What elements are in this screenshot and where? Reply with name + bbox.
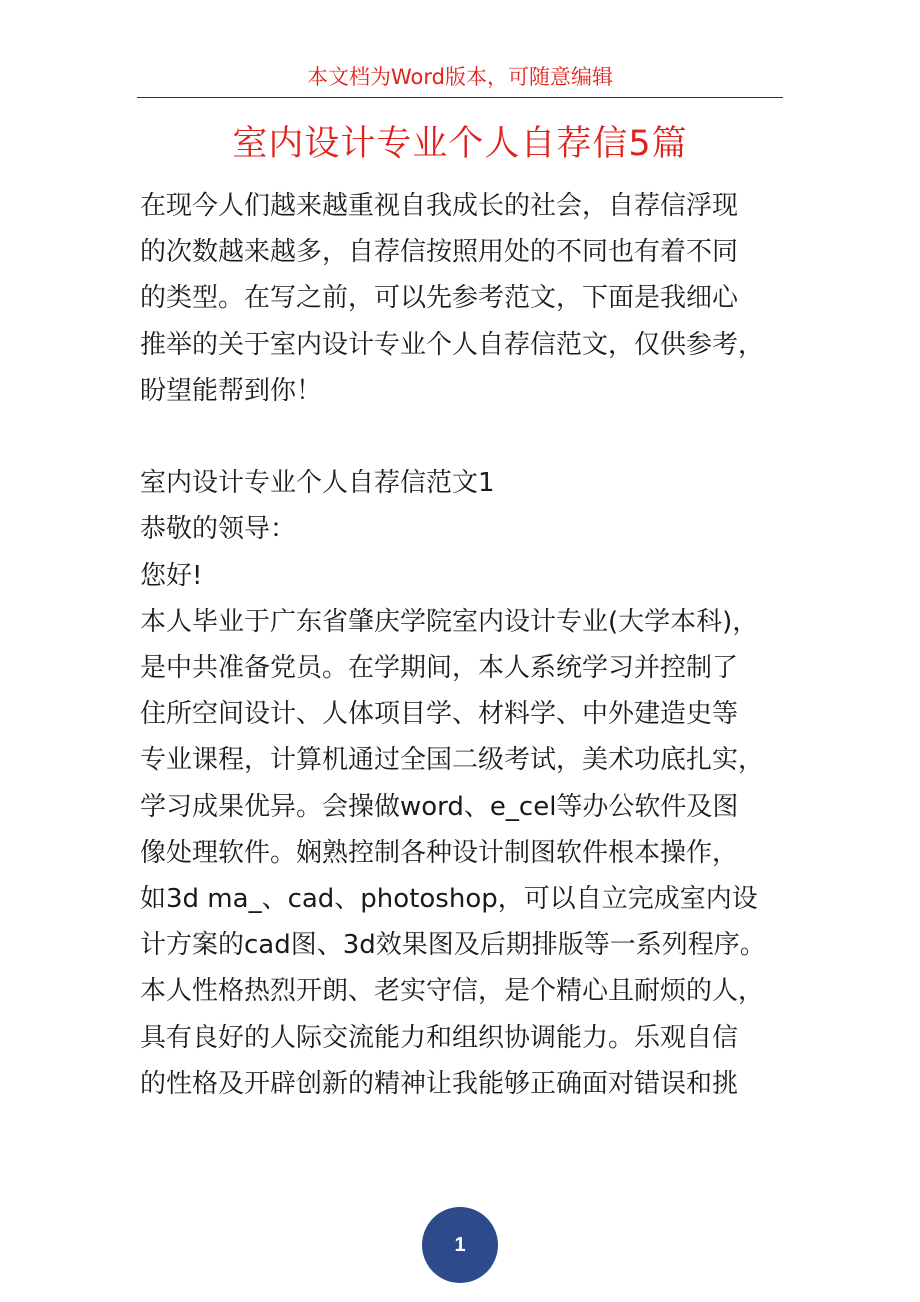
page-number-badge: 1 (422, 1207, 498, 1283)
document-title: 室内设计专业个人自荐信5篇 (232, 124, 688, 164)
document-body (140, 183, 785, 1107)
salutation: 恭敬的领导： (140, 514, 297, 545)
greeting: 您好! (140, 560, 203, 591)
paragraph-line: 如3d ma_、cad、photoshop，可以自立完成室内设 (140, 884, 758, 915)
intro-line: 盼望能帮到你！ (140, 375, 323, 406)
header-note: 本文档为Word版本，可随意编辑 (307, 65, 613, 89)
header-divider (137, 97, 783, 98)
paragraph-line: 是中共准备党员。在学期间，本人系统学习并控制了 (140, 653, 739, 684)
intro-line: 推举的关于室内设计专业个人自荐信范文，仅供参考， (140, 329, 765, 360)
paragraph-line: 住所空间设计、人体项目学、材料学、中外建造史等 (140, 699, 739, 730)
paragraph-line: 专业课程，计算机通过全国二级考试，美术功底扎实， (140, 745, 765, 776)
blank-line (140, 414, 785, 460)
paragraph-line: 计方案的cad图、3d效果图及后期排版等一系列程序。 (140, 930, 766, 961)
paragraph-line: 学习成果优异。会操做word、e_cel等办公软件及图 (140, 791, 739, 822)
paragraph-line: 本人毕业于广东省肇庆学院室内设计专业(大学本科)， (140, 606, 759, 637)
paragraph-line: 的性格及开辟创新的精神让我能够正确面对错误和挑 (140, 1068, 739, 1099)
intro-line: 在现今人们越来越重视自我成长的社会，自荐信浮现 (140, 191, 739, 221)
intro-line: 的次数越来越多，自荐信按照用处的不同也有着不同 (140, 237, 739, 268)
paragraph-line: 像处理软件。娴熟控制各种设计制图软件根本操作， (140, 837, 739, 868)
section-heading: 室内设计专业个人自荐信范文1 (140, 468, 495, 499)
paragraph-line: 具有良好的人际交流能力和组织协调能力。乐观自信 (140, 1022, 739, 1053)
paragraph-line: 本人性格热烈开朗、老实守信，是个精心且耐烦的人， (140, 976, 765, 1007)
intro-line: 的类型。在写之前，可以先参考范文，下面是我细心 (140, 283, 739, 314)
